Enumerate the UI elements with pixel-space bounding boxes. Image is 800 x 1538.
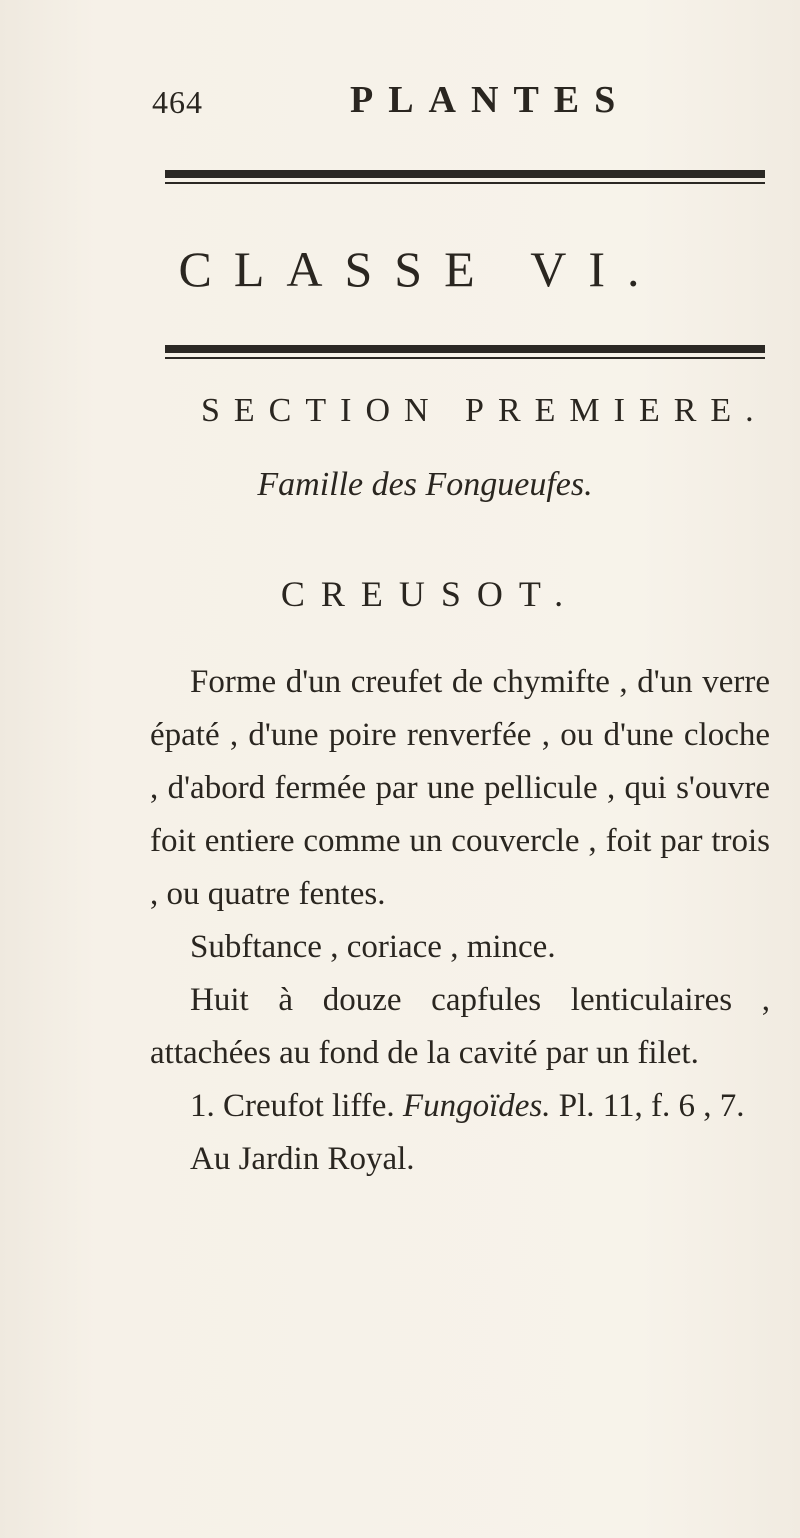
paragraph-location: Au Jardin Royal. — [190, 1141, 415, 1177]
page-number: 464 — [152, 84, 203, 120]
species-reference: Fungoïdes. — [402, 1088, 551, 1124]
paragraph-form: Forme d'un creufet de chymifte , d'un verre épaté , d'une poire renverfée , ou d'une cloche , d'abord fermée par une pellicule , qui s'ouvre foit entiere comme un couvercle , foit par trois , ou quatre fentes. — [150, 664, 770, 912]
species-name: 1. Creufot liffe. — [190, 1088, 403, 1124]
family-title: Famille des Fongueufes. — [257, 466, 593, 503]
middle-rule-thin — [165, 357, 765, 359]
middle-rule — [165, 345, 765, 353]
top-rule — [165, 170, 765, 178]
class-title: CLASSE VI. — [178, 241, 662, 297]
page-header — [152, 78, 792, 128]
section-title: SECTION PREMIERE. — [201, 392, 768, 429]
running-title: PLANTES — [350, 79, 631, 121]
genus-title: CREUSOT. — [280, 574, 580, 614]
paragraph-substance: Subftance , coriace , mince. — [190, 929, 556, 965]
species-plate: Pl. 11, f. 6 , 7. — [550, 1088, 745, 1124]
paragraph-capsules: Huit à douze capfules lenticulaires , attachées au fond de la cavité par un filet. — [150, 982, 770, 1071]
paragraph-species — [150, 1080, 770, 1133]
top-rule-thin — [165, 182, 765, 184]
body-text — [150, 656, 770, 1186]
